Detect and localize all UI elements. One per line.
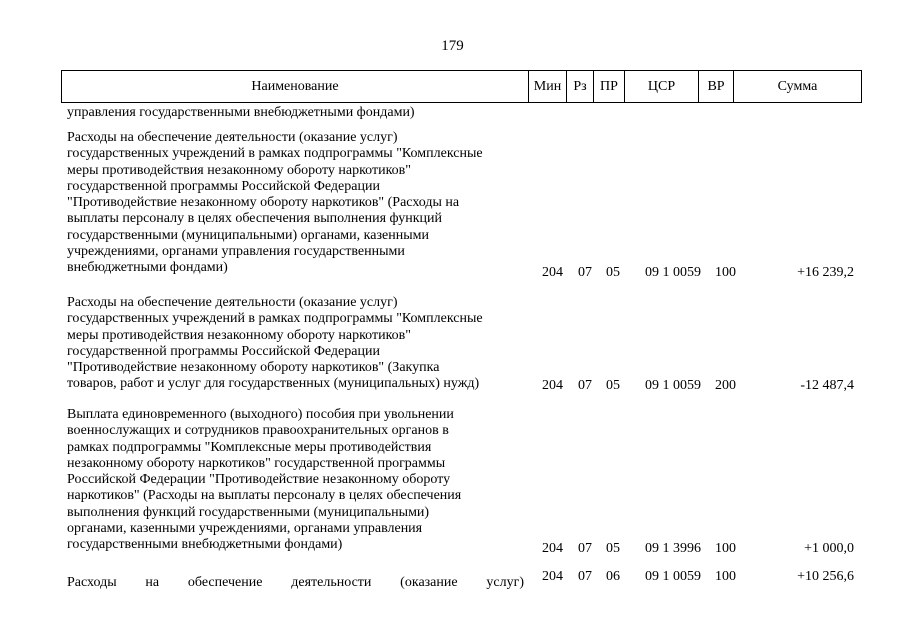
- description-line: государственной программы Российской Федерации: [67, 178, 380, 194]
- row-description: [67, 295, 524, 393]
- description-line: наркотиков" (Расходы на выплаты персоналу в целях обеспечения: [67, 488, 462, 504]
- description-line: выплаты персоналу в целях обеспечения выполнения функций: [67, 211, 443, 227]
- row-vr: 100: [715, 569, 736, 584]
- row-description: [67, 130, 524, 277]
- row-rz: 07: [578, 265, 592, 280]
- description-line: органами, казенными учреждениями, органами управления: [67, 521, 423, 537]
- row-rz: 07: [578, 378, 592, 393]
- page-number: 179: [441, 38, 464, 54]
- row-csr: 09 1 0059: [645, 569, 701, 584]
- header-csr: ЦСР: [625, 71, 699, 103]
- row-description: [67, 407, 524, 554]
- row-pr: 06: [606, 569, 620, 584]
- description-line: Расходы на обеспечение деятельности (оказание услуг): [67, 130, 398, 145]
- row-csr: 09 1 0059: [645, 265, 701, 280]
- row-csr: 09 1 0059: [645, 378, 701, 393]
- description-line: государственных учреждений в рамках подпрограммы "Комплексные: [67, 311, 483, 327]
- description-line: товаров, работ и услуг для государственных (муниципальных) нужд): [67, 376, 480, 392]
- header-pr: ПР: [594, 71, 625, 103]
- row-sum: +1 000,0: [804, 541, 854, 556]
- table-header: [61, 70, 862, 103]
- description-line: внебюджетными фондами): [67, 260, 228, 276]
- row-min: 204: [542, 378, 563, 393]
- description-line: Российской Федерации "Противодействие незаконному обороту: [67, 472, 451, 488]
- row-description: [67, 575, 524, 591]
- row-rz: 07: [578, 569, 592, 584]
- header-sum: Сумма: [734, 71, 862, 103]
- row-sum: +16 239,2: [797, 265, 854, 280]
- description-line: рамках подпрограммы "Комплексные меры противодействия: [67, 439, 432, 455]
- row-csr: 09 1 3996: [645, 541, 701, 556]
- row-sum: +10 256,6: [797, 569, 854, 584]
- row-pr: 05: [606, 378, 620, 393]
- row-vr: 200: [715, 378, 736, 393]
- row-pr: 05: [606, 541, 620, 556]
- description-line: военнослужащих и сотрудников правоохранительных органов в: [67, 423, 449, 439]
- row-vr: 100: [715, 265, 736, 280]
- header-min: Мин: [529, 71, 567, 103]
- description-line: государственных учреждений в рамках подпрограммы "Комплексные: [67, 146, 483, 162]
- description-line: "Противодействие незаконному обороту наркотиков" (Расходы на: [67, 195, 460, 211]
- description-line: Выплата единовременного (выходного) пособия при увольнении: [67, 407, 454, 422]
- description-line: Расходы на обеспечение деятельности (оказание услуг): [67, 295, 398, 310]
- description-line: выполнения функций государственными (муниципальными): [67, 504, 430, 520]
- header-vr: ВР: [699, 71, 734, 103]
- description-line: меры противодействия незаконному обороту наркотиков": [67, 162, 412, 178]
- description-line: государственными (муниципальными) органами, казенными: [67, 227, 429, 243]
- row-min: 204: [542, 265, 563, 280]
- row-vr: 100: [715, 541, 736, 556]
- row-rz: 07: [578, 541, 592, 556]
- header-name: Наименование: [62, 71, 529, 103]
- description-line: государственными внебюджетными фондами): [67, 537, 343, 553]
- row-pr: 05: [606, 265, 620, 280]
- row-min: 204: [542, 569, 563, 584]
- row-sum: -12 487,4: [800, 378, 854, 393]
- description-line: "Противодействие незаконному обороту наркотиков" (Закупка: [67, 360, 440, 376]
- description-line: Расходы на обеспечение деятельности (оказание услуг): [67, 575, 524, 590]
- row-min: 204: [542, 541, 563, 556]
- description-line: учреждениями, органами управления государственными: [67, 244, 405, 260]
- header-rz: Рз: [567, 71, 594, 103]
- carryover-text: управления государственными внебюджетными фондами): [67, 105, 415, 120]
- description-line: незаконному обороту наркотиков" государственной программы: [67, 455, 446, 471]
- description-line: государственной программы Российской Федерации: [67, 343, 380, 359]
- description-line: меры противодействия незаконному обороту наркотиков": [67, 327, 412, 343]
